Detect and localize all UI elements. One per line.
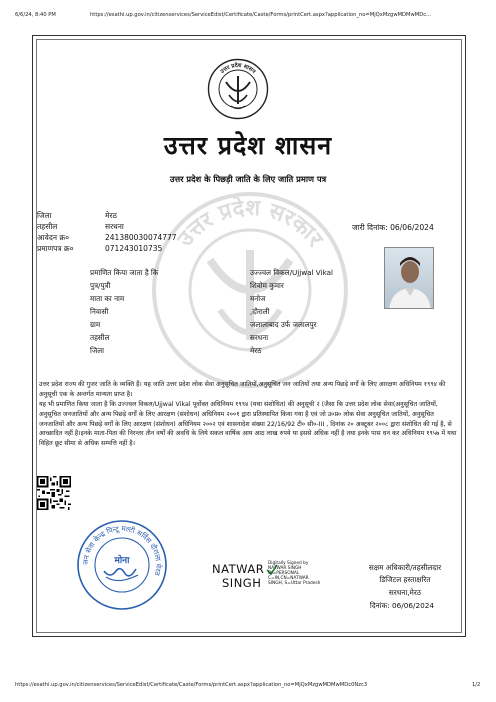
detail-value-name: उज्ज्वल विकल/Ujjwal Vikal — [250, 268, 334, 277]
svg-text:उत्तर प्रदेश सरकार — [172, 194, 328, 252]
seal-ring-text: जन सेवा केन्द्र पिन्टू मल्टी सर्विस दौराला मेरठ — [80, 523, 164, 577]
officer-location: सरधना,मेरठ — [388, 588, 422, 597]
meta-label-tehsil: तहसील — [37, 222, 58, 231]
meta-value-tehsil: सरधना — [105, 222, 124, 231]
detail-label-tehsil: तहसील — [90, 333, 110, 342]
detail-label-village: ग्राम — [90, 320, 101, 329]
digital-signature-line-3: OI=PERSONAL — [268, 571, 300, 576]
meta-value-certificate-no: 071243010735 — [105, 244, 163, 253]
detail-label-mother: माता का नाम — [90, 294, 125, 303]
detail-label-certified: प्रमाणित किया जाता है कि — [90, 268, 159, 277]
person-photo-icon — [385, 248, 434, 309]
print-url-top: https://esathi.up.gov.in/citizenservices/ServiceEdist/Certificate/Caste/Forms/printCert.aspx?application_no=MjQxMzgwMDMwMDc... — [90, 12, 432, 18]
qr-code-icon — [37, 476, 71, 510]
reservation-statement-paragraph: यह भी प्रमाणित किया जाता है कि उज्ज्वल विकल/Ujjwal Vikal पूर्वोक्त अधिनियम १९९४ (यथा संशोधित) की अनुसूची २ (जैसा कि उत्तर प्रदेश लोक सेवा(अनुसूचित जातियों, अनुसूचित जनजातियों और अन्य पिछड़े वर्गों के लिए आरक्षण (संशोधन) अधिनियम २००१ द्वारा प्रतिस्थापित किया गया है एवं जो उ०प्र० लोक सेवा अनुसूचित जातियों, अनुसूचित जनजातियों और अन्य पिछड़े वर्गों के लिए आरक्षण (संशोधन) अधिनियम २००२ एवं शासनादेश संख्या 22/16/92 टी० सी०-III , दिनांक २० अक्टूबर २००८ द्वारा संशोधित की गई है, से आच्छादित नहीं है।इनके माता-पिता की निरन्तर तीन वर्षों की अवधि के लिये सकल वार्षिक आय आठ लाख रुपये या इससे अधिक नहीं है तथा इनके पास धन कर अधिनियम १९५७ में यथा विहित छूट सीमा से अधिक सम्पत्ति नहीं है। — [39, 401, 457, 448]
detail-value-father: शिवोम कुमार — [250, 281, 284, 290]
seal-center-text: मोना — [114, 556, 130, 566]
detail-value-village: जलालाबाद उर्फ जलालपुर — [250, 320, 317, 329]
detail-value-resident: ,दौराली — [250, 307, 270, 316]
detail-value-district: मेरठ — [250, 346, 262, 355]
meta-value-application-no: 241380030074777 — [105, 233, 177, 242]
jan-seva-kendra-seal-icon — [76, 519, 168, 611]
detail-label-district: जिला — [90, 346, 104, 355]
signer-name-line1: NATWAR — [212, 562, 265, 576]
up-government-emblem-icon — [207, 58, 269, 120]
digital-signature-line-5: SINGH, S=Uttar Pradesh — [268, 581, 321, 586]
officer-digitally-signed: डिजिटल हस्ताक्षरित — [379, 575, 431, 584]
digital-signature-line-2: NATWAR SINGH — [268, 566, 302, 571]
digital-signature-line-1: Digitally Signed by — [268, 561, 309, 566]
meta-label-certificate-no: प्रमाणपत्र क्र० — [37, 244, 74, 253]
digital-signature-line-4: C=IN,CN=NATWAR — [268, 576, 309, 581]
meta-label-application-no: आवेदन क्र० — [37, 233, 70, 242]
detail-label-resident: निवासी — [90, 307, 109, 316]
issue-date: जारी दिनांक: 06/06/2024 — [352, 223, 434, 232]
officer-date: दिनांक: 06/06/2024 — [369, 601, 435, 610]
print-timestamp: 6/6/24, 8:40 PM — [15, 12, 56, 18]
signer-name-line2: SINGH — [222, 576, 262, 590]
watermark-text: उत्तर प्रदेश सरकार — [172, 195, 328, 252]
print-page-number: 1/2 — [472, 682, 481, 688]
emblem-text: उत्तर प्रदेश शासन — [219, 62, 257, 76]
certificate-title: उत्तर प्रदेश शासन — [163, 131, 333, 160]
applicant-photo — [384, 247, 434, 309]
officer-designation: सक्षम अधिकारी/तहसीलदार — [368, 563, 442, 572]
detail-label-child-of: पुत्र/पुत्री — [90, 281, 111, 290]
print-url-bottom: https://esathi.up.gov.in/citizenservices/ServiceEdist/Certificate/Caste/Forms/printCert.aspx?application_no=MjQxMzgwMDMwMDc0Nzc3 — [15, 682, 368, 688]
caste-statement-paragraph: उत्तर प्रदेश राज्य की गुजर जाति के व्यक्ति हैं। यह जाति उत्तर प्रदेश लोक सेवा अनुसूचित जातियों,अनुसूचित जन जातियों तथा अन्य पिछड़े वर्गों के लिए आरक्षण अधिनियम १९९४ की अनुसूची एक के अन्तर्गत मान्यता प्राप्त है। — [39, 381, 446, 398]
certificate-subtitle: उत्तर प्रदेश के पिछड़ी जाति के लिए जाति प्रमाण पत्र — [169, 174, 327, 184]
meta-label-district: जिला — [37, 211, 52, 220]
detail-value-tehsil: सरधना — [250, 333, 269, 342]
detail-value-mother: मनोज — [250, 294, 266, 303]
meta-value-district: मेरठ — [105, 211, 117, 220]
